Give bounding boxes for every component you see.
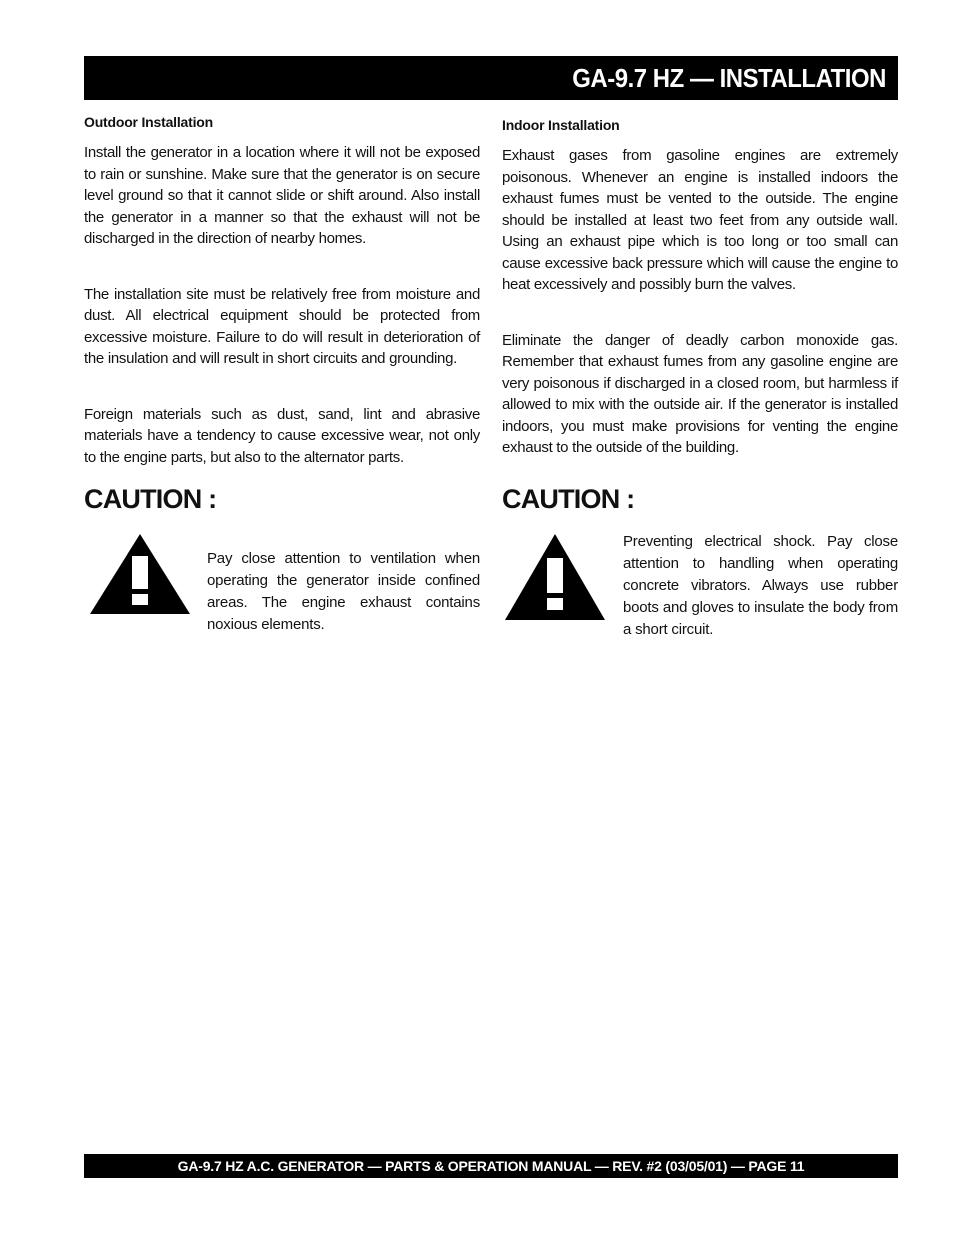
indoor-installation-section [502, 117, 898, 459]
indoor-installation-heading: Indoor Installation [502, 117, 620, 133]
outdoor-paragraph-3: Foreign materials such as dust, sand, lint and abrasive materials have a tendency to cause excessive wear, not only to the engine parts, but also to the alternator parts. [84, 405, 480, 466]
page-header-bar [84, 56, 898, 100]
outdoor-installation-heading: Outdoor Installation [84, 114, 213, 130]
page-title: GA-9.7 HZ — INSTALLATION [572, 62, 886, 93]
caution-right-text: Preventing electrical shock. Pay close attention to handling when operating concrete vibrators. Always use rubber boots and gloves to insulate the body from a short circuit. [623, 533, 898, 638]
caution-right-title: CAUTION : [502, 484, 635, 514]
outdoor-installation-section [84, 114, 480, 468]
outdoor-paragraph-1: Install the generator in a location where it will not be exposed to rain or sunshine. Make sure that the generator is on secure level ground so that it cannot slide or shift around. Also install the generator in a manner so that the exhaust will not be discharged in the direction of nearby homes. [84, 144, 480, 247]
warning-triangle-icon [503, 532, 607, 627]
indoor-paragraph-2: Eliminate the danger of deadly carbon monoxide gas. Remember that exhaust fumes from any gasoline engine are very poisonous if discharged in a closed room, but harmless if allowed to mix with the outside air. If the generator is installed indoors, you must make provisions for venting the engine exhaust to the outside of the building. [502, 331, 898, 456]
page-footer-bar [84, 1154, 898, 1178]
caution-left-title: CAUTION : [84, 484, 217, 514]
footer-text: GA-9.7 HZ A.C. GENERATOR — PARTS & OPERATION MANUAL — REV. #2 (03/05/01) — PAGE 11 [177, 1158, 805, 1174]
caution-left-text: Pay close attention to ventilation when operating the generator inside confined areas. The engine exhaust contains noxious elements. [207, 550, 480, 633]
outdoor-paragraph-2: The installation site must be relatively free from moisture and dust. All electrical equipment should be protected from excessive moisture. Failure to do will result in deterioration of the insulation and will result in short circuits and grounding. [84, 285, 480, 367]
indoor-paragraph-1: Exhaust gases from gasoline engines are extremely poisonous. Whenever an engine is installed indoors the exhaust fumes must be vented to the outside. The engine should be installed at least two feet from any outside wall. Using an exhaust pipe which is too long or too small can cause excessive back pressure which will cause the engine to heat excessively and possibly burn the valves. [502, 147, 898, 293]
warning-triangle-icon [88, 532, 192, 621]
